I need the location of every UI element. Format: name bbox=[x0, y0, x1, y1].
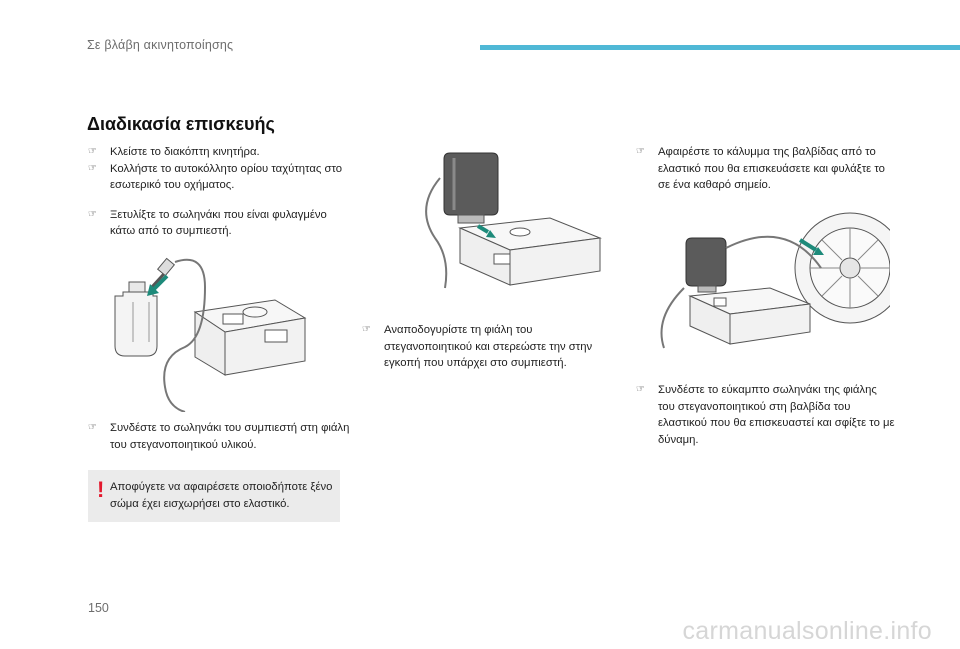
pointing-hand-icon: ☞ bbox=[636, 384, 645, 395]
page-number: 150 bbox=[88, 601, 109, 615]
left-steps bbox=[88, 144, 350, 240]
step-text: Αφαιρέστε το κάλυμμα της βαλβίδας από το ελαστικό που θα επισκευάσετε και φυλάξτε το σε ένα καθαρό σημείο. bbox=[658, 146, 885, 191]
step-text: Κολλήστε το αυτοκόλλητο ορίου ταχύτητας στο εσωτερικό του οχήματος. bbox=[110, 162, 343, 191]
right-step-top bbox=[636, 144, 896, 194]
pointing-hand-icon: ☞ bbox=[362, 324, 371, 335]
step-text: Συνδέστε το σωληνάκι του συμπιεστή στη φιάλη του στεγανοποιητικού υλικού. bbox=[110, 422, 350, 451]
step-text: Συνδέστε το εύκαμπτο σωληνάκι της φιάλης του στεγανοποιητικού στη βαλβίδα του ελαστικού που θα επισκευαστεί και σφίξτε το με δύναμη. bbox=[658, 384, 895, 446]
step-ignition-off bbox=[88, 144, 350, 161]
exclamation-icon: ! bbox=[97, 477, 105, 502]
middle-step bbox=[362, 322, 618, 372]
pointing-hand-icon: ☞ bbox=[88, 422, 97, 433]
header-accent-bar bbox=[480, 45, 960, 50]
step-unroll-hose bbox=[88, 207, 350, 240]
wheel-valve-illustration bbox=[650, 208, 890, 373]
compressor-bottle-illustration bbox=[105, 252, 315, 412]
pointing-hand-icon: ☞ bbox=[636, 146, 645, 157]
step-text: Ξετυλίξτε το σωληνάκι που είναι φυλαγμένο κάτω από το συμπιεστή. bbox=[110, 208, 327, 237]
warning-box bbox=[88, 470, 340, 522]
pointing-hand-icon: ☞ bbox=[88, 208, 97, 220]
page-title: Διαδικασία επισκευής bbox=[87, 114, 275, 134]
inverted-bottle-illustration bbox=[420, 148, 610, 313]
step-speed-sticker bbox=[88, 161, 350, 194]
pointing-hand-icon: ☞ bbox=[88, 162, 97, 174]
step-text: Αναποδογυρίστε τη φιάλη του στεγανοποιητικού και στερεώστε την στην εγκοπή που υπάρχει στο συμπιεστή. bbox=[384, 324, 593, 369]
step-connect-hose bbox=[88, 420, 350, 453]
warning-text: Αποφύγετε να αφαιρέσετε οποιοδήποτε ξένο σώμα έχει εισχωρήσει στο ελαστικό. bbox=[110, 481, 333, 510]
pointing-hand-icon: ☞ bbox=[88, 146, 97, 157]
step-remove-valve-cap bbox=[636, 144, 896, 194]
right-step-bottom bbox=[636, 382, 896, 448]
section-header: Σε βλάβη ακινητοποίησης bbox=[87, 38, 234, 52]
footer-watermark: carmanualsonline.info bbox=[682, 617, 932, 645]
left-step-connect bbox=[88, 420, 350, 453]
step-text: Κλείστε το διακόπτη κινητήρα. bbox=[110, 146, 260, 158]
step-connect-valve bbox=[636, 382, 896, 448]
step-invert-bottle bbox=[362, 322, 618, 372]
